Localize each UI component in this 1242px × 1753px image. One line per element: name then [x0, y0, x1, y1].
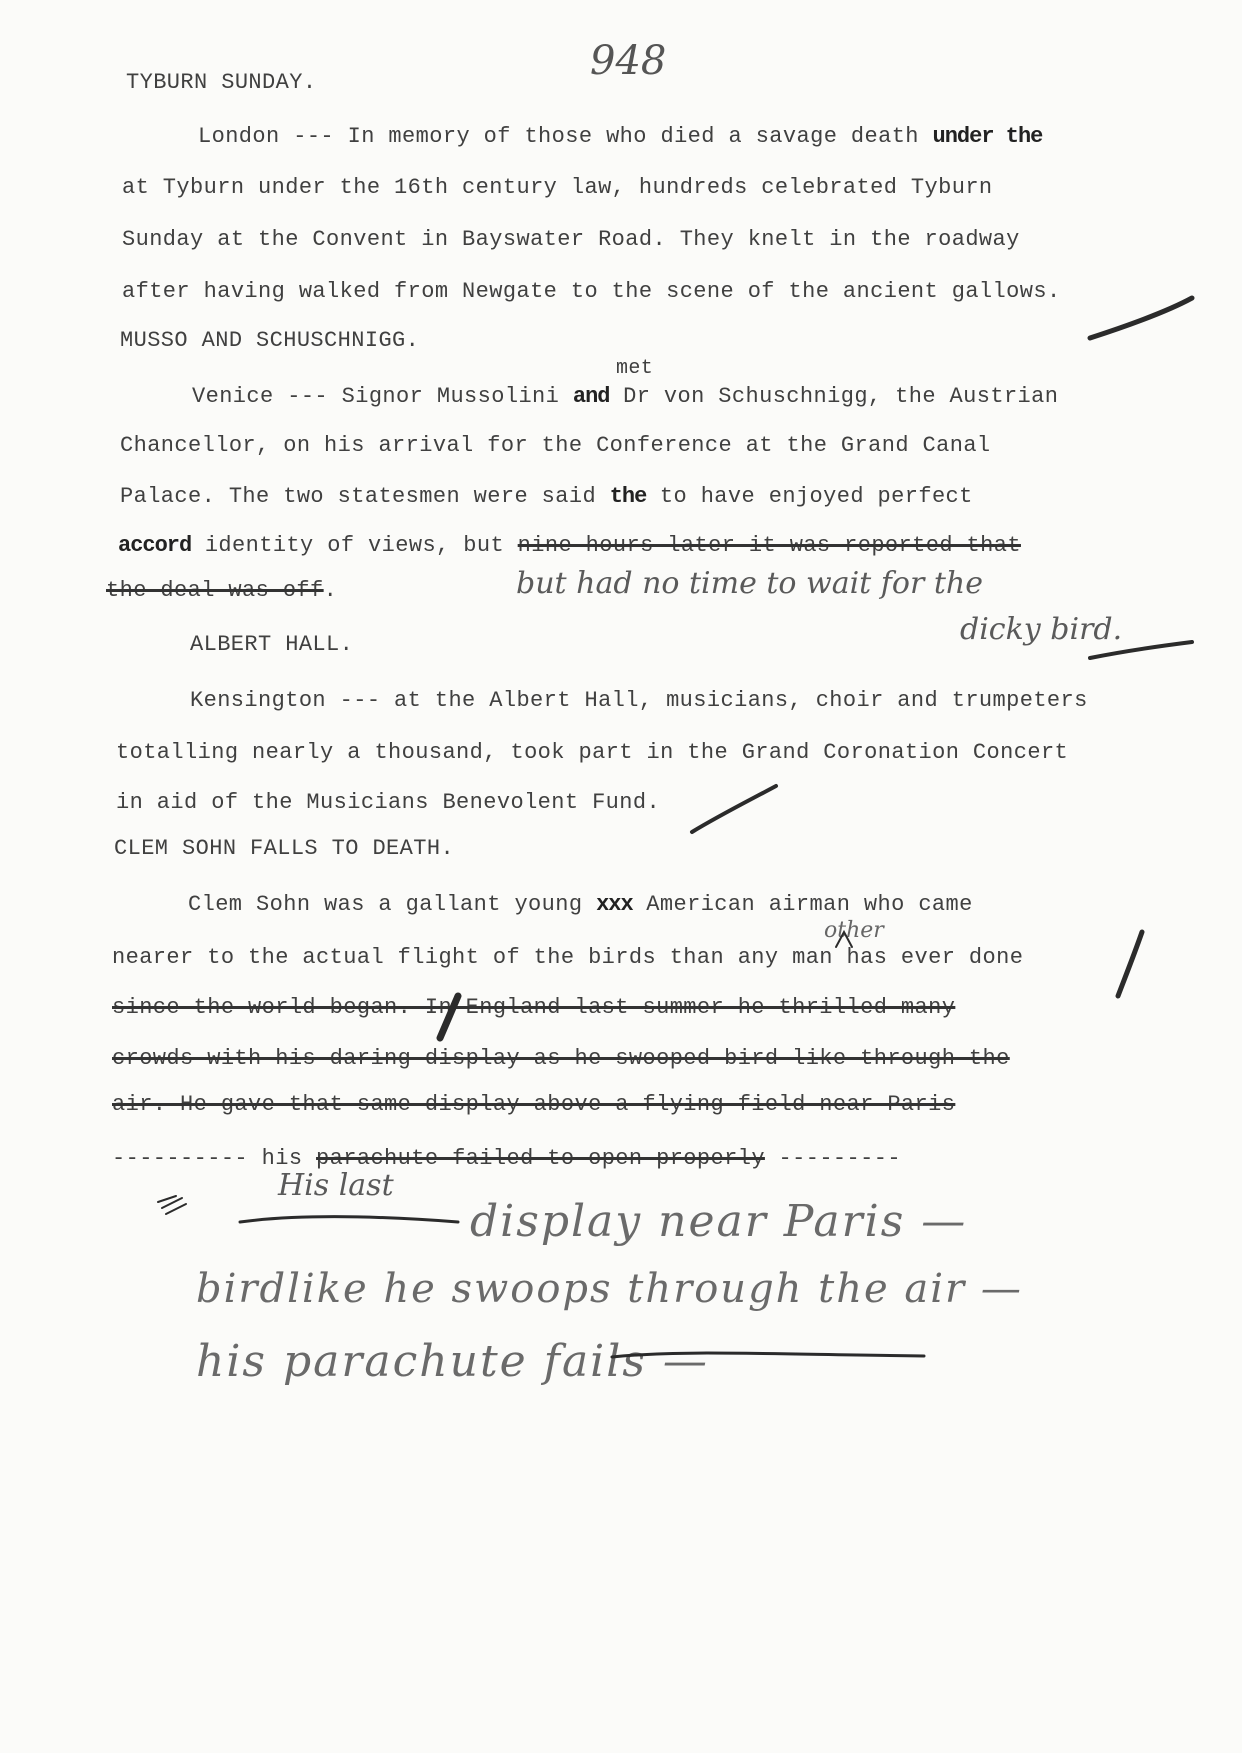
clem-line-6: ---------- his parachute failed to open properly ---------: [112, 1146, 901, 1171]
albert-line-1: Kensington --- at the Albert Hall, musicians, choir and trumpeters: [190, 688, 1088, 713]
heading-musso-and-schuschnigg: MUSSO AND SCHUSCHNIGG.: [120, 328, 420, 353]
musso-insertion-met: met: [616, 357, 654, 380]
strike-fails: [612, 1353, 924, 1357]
musso-line-1: Venice --- Signor Mussolini and Dr von Schuschnigg, the Austrian: [192, 384, 1059, 409]
musso-line-2: Chancellor, on his arrival for the Conference at the Grand Canal: [120, 433, 991, 458]
albert-line-3: in aid of the Musicians Benevolent Fund.: [116, 790, 661, 815]
slash-mark-clem: [440, 996, 458, 1038]
strike-his-last: [240, 1217, 458, 1222]
heading-albert-hall: ALBERT HALL.: [190, 632, 354, 657]
tyburn-line-2: at Tyburn under the 16th century law, hundreds celebrated Tyburn: [122, 175, 993, 200]
handwritten-note-clem-3: his parachute fails —: [196, 1336, 709, 1387]
clem-line-1: Clem Sohn was a gallant young xxx American airman who came: [188, 892, 973, 917]
handwritten-note-clem-1: display near Paris —: [470, 1196, 968, 1247]
clem-line-4: crowds with his daring display as he swooped bird-like through the: [112, 1046, 1010, 1071]
clem-line-3: since the world began. In England last summer he thrilled many: [112, 995, 956, 1020]
handwritten-note-clem-2: birdlike he swoops through the air —: [196, 1266, 1023, 1312]
heading-clem-sohn: CLEM SOHN FALLS TO DEATH.: [114, 836, 455, 861]
handwritten-note-musso-2: dicky bird.: [960, 612, 1123, 647]
clem-insertion-other: other: [824, 918, 884, 943]
musso-line-5: the deal was off.: [106, 578, 338, 603]
albert-line-2: totalling nearly a thousand, took part in the Grand Coronation Concert: [116, 740, 1069, 765]
clem-line-2: nearer to the actual flight of the birds than any man has ever done: [112, 945, 1024, 970]
page-number: 948: [590, 38, 667, 84]
end-mark-musso: [1090, 642, 1192, 658]
scribble-star: [158, 1196, 186, 1214]
end-mark-clem: [1118, 932, 1142, 996]
handwritten-note-musso-1: but had no time to wait for the: [516, 566, 983, 601]
musso-line-4: accord identity of views, but nine hours later it was reported that: [118, 533, 1021, 558]
musso-line-3: Palace. The two statesmen were said the to have enjoyed perfect: [120, 484, 973, 509]
handwritten-note-clem-insert: His last: [278, 1168, 394, 1203]
tyburn-line-4: after having walked from Newgate to the scene of the ancient gallows.: [122, 279, 1061, 304]
clem-line-5: air. He gave that same display above a flying field near Paris: [112, 1092, 956, 1117]
caret-mark: [836, 932, 852, 947]
heading-tyburn-sunday: TYBURN SUNDAY.: [126, 70, 317, 95]
tyburn-line-1: London --- In memory of those who died a savage death under the: [198, 124, 1043, 149]
tyburn-line-3: Sunday at the Convent in Bayswater Road. They knelt in the roadway: [122, 227, 1020, 252]
end-mark-tyburn: [1090, 298, 1192, 338]
end-mark-albert: [692, 786, 776, 832]
